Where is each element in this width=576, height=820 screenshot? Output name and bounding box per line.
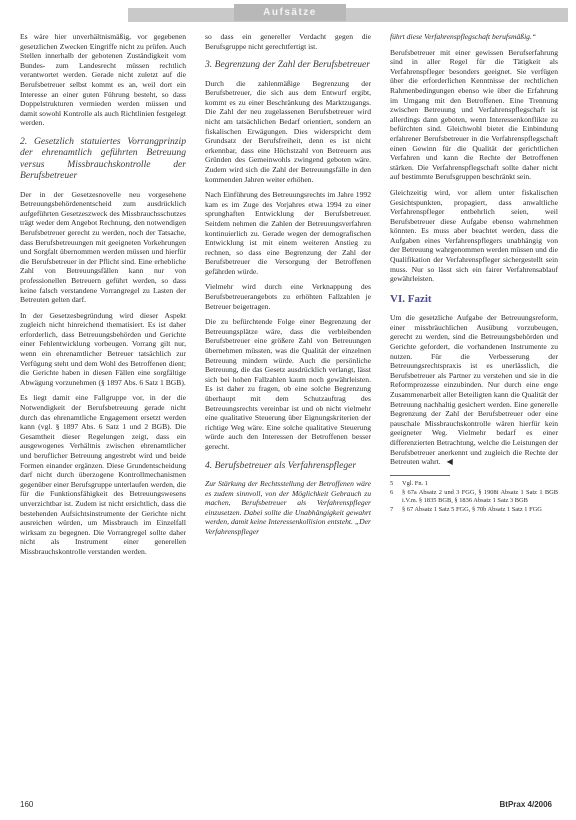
- footnote: [390, 489, 558, 505]
- footnote-number: 5: [390, 479, 394, 487]
- paragraph: Gleichzeitig wird, vor allem unter fiskalischen Gesichtspunkten, propagiert, dass anwaltliche Verfahrenspfleger entbehrlich seien, weil Berufsbetreuer diese Aufgabe ebenso wahrnehmen könnten. Es muss aber beachtet werden, dass die Aufgaben eines Verfahrenspflegers unabhängig von der Betreuung wahrgenommen werden müssen und die Qualifikation der Verfahrenspfleger sichergestellt sein muss. Nur so lässt sich ein fairer Verfahrensablauf gewährleisten.: [390, 187, 558, 284]
- footnote-number: 6: [390, 488, 394, 496]
- paragraph: Es wäre hier unverhältnismäßig, vor gegebenen gesetzlichen Zwecken Eingriffe nicht zu prüfen. Auch Stellen innerhalb der gebotenen Zuständigkeit vom Bundes- zum Landesrecht müssen rechtlich verantwortet werden. Gerade nicht zuletzt auf die Berufsbetreuer selbst kommt es an, weil dort ein Interesse an einer guten Führung besteht, so dass Doppelstrukturen vermieden werden müssen und damit sowohl Kontrolle als auch Richtlinien festgelegt werden.: [20, 32, 186, 128]
- footnote-text: § 67 Absatz 1 Satz 5 FGG, § 70b Absatz 1 Satz 1 FGG: [402, 505, 542, 513]
- paragraph: In der Gesetzesbegründung wird dieser Aspekt zugleich nicht hinreichend thematisiert. Es ist daher erforderlich, dass Betreuungsbehörden und Gerichte einer Fehlentwicklung vorbeugen. Vorrang gilt nur, wenn ein ehrenamtlicher Betreuer tatsächlich zur Verfügung steht und dem Wohl des Betroffenen dient; die Gerichte haben in diesen Fällen eine sorgfältige Abwägung vorzunehmen (§ 1897 Abs. 6 Satz 1 BGB).: [20, 310, 186, 387]
- section-header: [0, 0, 576, 22]
- header-strip: [128, 8, 568, 22]
- paragraph: [390, 313, 558, 467]
- section-heading-3: 3. Begrenzung der Zahl der Berufsbetreuer: [205, 59, 371, 71]
- footnote-text: § 67a Absatz 2 und 3 FGG, § 1908i Absatz 1 Satz 1 BGB i.V.m. § 1835 BGB, § 1836 Absatz 1 Satz 3 BGB: [402, 488, 558, 504]
- paragraph: Der in der Gesetzesnovelle neu vorgesehene Betreuungsbehördenentscheid zum ausdrücklich aufgeführten Gesetzeszweck des Missbrauchsschutzes trägt weder dem Angebot Rechnung, den notwendigen Berufsbetreuer gerecht zu werden, noch der Tatsache, dass Berufsbetreuungen mit geeigneten Vorkehrungen und Sorgfalt übernommen werden müssen und hierfür die Berufsbetreuer in der Pflicht sind. Eine erhebliche Zahl von Betreuungsfällen kann nur von professionellen Betreuern geführt werden, so dass keine falsch verstandene Vorrangregel zu Lasten der Betreuten gelten darf.: [20, 189, 186, 305]
- footnote: [390, 506, 558, 514]
- paragraph-text: Um die gesetzliche Aufgabe der Betreuungsreform, einer missbräuchlichen Ausübung vorzubeugen, gerecht zu werden, sind die Betreuungsbehörden und Gerichte gefordert, die vorhandenen Instrumente zu nutzen. Für die Verbesserung der Betreuungsrechtspraxis ist es unerlässlich, die Berufsbetreuer als Partner zu verstehen und sie in die Reformprozesse einzubinden. Nur durch eine enge Zusammenarbeit aller Beteiligten kann die Qualität der Betreuung nachhaltig gesichert werden. Eine generelle Begrenzung der Zahl der Berufsbetreuer oder eine pauschale Missbrauchskontrolle wären hierfür kein geeigneter Weg. Vielmehr bedarf es einer differenzierten Betrachtung, welche die Leistungen der Berufsbetreuer anerkennt und zugleich die Rechte der Betreuten wahrt.: [390, 313, 558, 467]
- footnote-number: 7: [390, 505, 394, 513]
- paragraph: Nach Einführung des Betreuungsrechts im Jahre 1992 kam es im Zuge des Vorjahres etwa 1994 zu einer sprunghaften Entwicklung der Berufsbetreuer. Seitdem nehmen die Zahlen der Betreuungsverfahren kontinuierlich zu. Gerade wegen der demografischen Entwicklung ist mit einem weiteren Anstieg zu rechnen, so dass eine Begrenzung der Zahl der Berufsbetreuer die Versorgung der Betroffenen gefährden würde.: [205, 190, 371, 276]
- footnote-text: Vgl. Fn. 1: [402, 479, 428, 487]
- section-heading-4: 4. Berufsbetreuer als Verfahrenspfleger: [205, 459, 357, 471]
- paragraph: so dass ein genereller Verdacht gegen die Berufsgruppe nicht gerechtfertigt ist.: [205, 32, 371, 51]
- journal-issue: BtPrax 4/2006: [499, 800, 552, 809]
- end-mark-icon: ◀: [446, 457, 453, 467]
- paragraph: Durch die zahlenmäßige Begrenzung der Berufsbetreuer, die sich aus dem Entwurf ergibt, kommt es zu einer Beschränkung des Marktzugangs. Die Zahl der neu zugelassenen Berufsbetreuer wird nicht am tatsächlichen Bedarf orientiert, sondern an fiskalischen Erwägungen. Dies widerspricht dem Grundsatz der Berufsfreiheit, denn es ist nicht erkennbar, dass eine Höchstzahl von Betreuern aus Gründen des Gemeinwohls zwingend geboten wäre. Zudem wird sich die Zahl der Betreuungsfälle in den kommenden Jahren weiter erhöhen.: [205, 78, 371, 184]
- section-title: Aufsätze: [234, 4, 346, 21]
- paragraph: Vielmehr wird durch eine Verknappung des Berufsbetreuerangebots zu erhöhten Fallzahlen je Betreuer beigetragen.: [205, 282, 371, 311]
- footnote-rule: [390, 475, 450, 476]
- paragraph: Berufsbetreuer mit einer gewissen Berufserfahrung sind in aller Regel für die Tätigkeit als Verfahrenspfleger besonders geeignet. Sie verfügen über die erforderlichen Kenntnisse der rechtlichen Rahmenbedingungen ebenso wie über die Erfahrung im Umgang mit den Betroffenen. Eine Trennung zwischen Betreuung und Verfahrenspflegschaft ist allerdings dann geboten, wenn Interessenkonflikte zu befürchten sind. Gleichwohl bietet die Einbindung erfahrener Berufsbetreuer in die Verfahrenspflegschaft einen Gewinn für die Qualität der gerichtlichen Verfahren und kann die Rechte der Betroffenen stärken. Die Verfahrenspflegschaft sollte daher nicht auf bestimmte Berufsgruppen beschränkt sein.: [390, 47, 558, 182]
- paragraph: Zur Stärkung der Rechtsstellung der Betroffenen wäre es zudem sinnvoll, von der Möglichkeit Gebrauch zu machen, Berufsbetreuer als Verfahrenspfleger einzusetzen. Dabei sollte die Unabhängigkeit gewahrt werden, damit keine Interessenkollision entsteht. „Der Verfahrenspfleger: [205, 478, 371, 536]
- column-2: [205, 32, 371, 543]
- section-heading-2: 2. Gesetzlich statuiertes Vorrangprinzip der ehrenamtlich geführten Betreuung versus Missbrauchskontrolle der Berufsbetreuer: [20, 135, 186, 182]
- column-3: [390, 32, 558, 515]
- footnotes: [390, 480, 558, 514]
- section-heading-fazit: VI. Fazit: [390, 292, 432, 305]
- column-1: [20, 32, 186, 563]
- paragraph: führt diese Verfahrenspflegschaft berufsmäßig.“: [390, 32, 537, 41]
- footnote: [390, 480, 558, 488]
- page-number: 160: [20, 800, 34, 809]
- paragraph: Es liegt damit eine Fallgruppe vor, in der die Notwendigkeit der Berufsbetreuung gerade nicht durch das ehrenamtliche Engagement ersetzt werden kann (vgl. § 1897 Abs. 6 Satz 1 und 2 BGB). Die Gesamtheit dieser Regelungen zeigt, dass ein ausgewogenes Verhältnis zwischen ehrenamtlicher und beruflicher Betreuung angestrebt wird und beide Formen einander ergänzen. Diese Grundentscheidung darf nicht durch überzogene Kontrollmechanismen gegenüber einer Berufsgruppe unterlaufen werden, die für die Funktionsfähigkeit des Betreuungswesens unverzichtbar ist. Zudem ist nicht ersichtlich, dass die bestehenden Aufsichtsinstrumente der Gerichte nicht ausreichen würden, um Missbrauch im Einzelfall wirksam zu begegnen. Die Vorrangregel sollte daher nicht als Instrument einer generellen Missbrauchskontrolle verstanden werden.: [20, 393, 186, 556]
- paragraph: Die zu befürchtende Folge einer Begrenzung der Betreuungsplätze wäre, dass die verbleibenden Berufsbetreuer eine größere Zahl von Betreuungen übernehmen müssten, was die Qualität der einzelnen Betreuung mindern würde. Auch die persönliche Betreuung, die das Gesetz ausdrücklich verlangt, lässt sich bei hohen Fallzahlen kaum noch gewährleisten. Es ist daher zu fragen, ob eine solche Begrenzung überhaupt mit dem Schutzauftrag des Betreuungsrechts vereinbar ist und ob nicht vielmehr eine qualitative Steuerung über Eignungskriterien der richtige Weg wäre. Eine solche qualitative Steuerung würde auch den Interessen der Betroffenen besser gerecht.: [205, 317, 371, 451]
